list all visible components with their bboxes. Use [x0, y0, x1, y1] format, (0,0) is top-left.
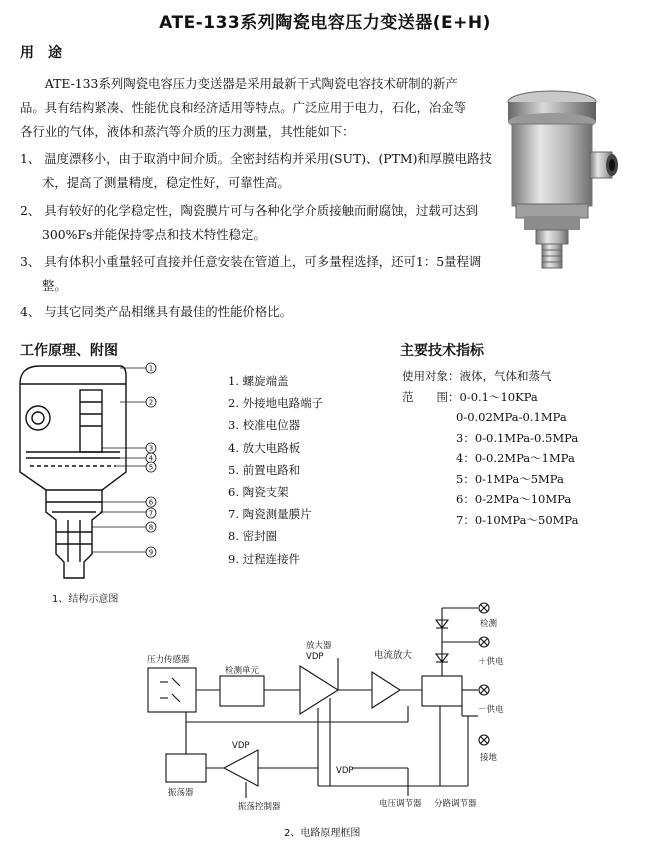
part-item: 2. 外接地电路端子 — [228, 396, 324, 411]
spec-range-first — [402, 387, 579, 408]
label-shunt-reg: 分路调节器 — [434, 799, 477, 809]
callout-9: 9 — [148, 548, 154, 557]
current-amp-triangle — [372, 672, 400, 708]
transmitter-photo — [496, 86, 624, 286]
label-current-amp: 电流放大 — [374, 650, 413, 661]
label-vdp-top: VDP — [306, 652, 324, 662]
spec-target: 使用对象：液体，气体和蒸气 — [402, 369, 552, 383]
part-item: 8. 密封圈 — [228, 529, 278, 544]
principle-heading: 工作原理、附图 — [20, 343, 118, 359]
label-volt-reg: 电压调节器 — [379, 799, 422, 809]
circuit-caption: 2、电路原理框图 — [284, 828, 361, 839]
usage-item-3: 3、 具有体积小重量轻可直接并任意安装在管道上，可多量程选择，还可1：5量程调整。 — [20, 254, 482, 293]
label-detect-out: 检测 — [480, 619, 498, 629]
output-box — [422, 676, 462, 706]
callout-2: 2 — [148, 398, 154, 407]
circuit-diagram — [0, 590, 650, 818]
label-osc-ctrl: 振荡控制器 — [238, 802, 281, 812]
label-minus-supply: －供电 — [478, 705, 504, 715]
usage-heading: 用 途 — [20, 45, 62, 61]
spec-range: 7：0-10MPa～50MPa — [456, 512, 579, 527]
structure-caption: 1、结构示意图 — [52, 594, 119, 605]
callout-5: 5 — [148, 463, 154, 472]
callout-6: 6 — [148, 498, 154, 507]
spec-range-label: 范 围： — [402, 389, 460, 404]
label-vdp-reg: VDP — [336, 766, 354, 776]
oscillator-box — [166, 754, 206, 782]
spec-range: 4：0-0.2MPa～1MPa — [456, 451, 575, 465]
spec-range: 0-0.1～10KPa — [459, 389, 538, 404]
label-vdp-ctrl: VDP — [232, 741, 250, 751]
detect-box — [220, 676, 264, 706]
label-osc: 振荡器 — [168, 788, 194, 798]
part-item: 3. 校准电位器 — [228, 418, 301, 433]
specs-list — [402, 366, 579, 530]
callout-1: 1 — [148, 364, 154, 373]
part-item: 6. 陶瓷支架 — [228, 485, 289, 500]
part-item: 7. 陶瓷测量膜片 — [228, 507, 312, 522]
usage-item-4: 4、 与其它同类产品相继具有最佳的性能价格比。 — [20, 304, 293, 319]
label-detect: 检测单元 — [225, 666, 260, 676]
parts-list — [228, 370, 323, 570]
sensor-box — [148, 668, 196, 712]
part-item: 4. 放大电路板 — [228, 440, 301, 455]
spec-range: 5：0-1MPa～5MPa — [456, 471, 564, 486]
page-title: ATE-133系列陶瓷电容压力变送器(E+H) — [159, 13, 491, 33]
spec-range: 3：0-0.1MPa-0.5MPa — [456, 430, 579, 445]
label-plus-supply: ＋供电 — [478, 657, 504, 667]
spec-range: 6：0-2MPa～10MPa — [456, 492, 572, 506]
label-ground: 接地 — [480, 753, 498, 763]
label-amp: 放大器 — [306, 641, 332, 651]
structure-diagram — [16, 362, 166, 584]
label-sensor: 压力传感器 — [147, 655, 190, 665]
osc-ctrl-triangle — [224, 750, 258, 786]
usage-intro: ATE-133系列陶瓷电容压力变送器是采用最新干式陶瓷电容技术研制的新产品。具有结构紧凑、性能优良和经济适用等特点。广泛应用于电力，石化，冶金等各行业的气体，液体和蒸汽等介质的压力测量，其性能如下： — [20, 76, 467, 139]
amplifier-triangle — [300, 666, 338, 714]
part-item: 1. 螺旋端盖 — [228, 374, 289, 388]
usage-item-1: 1、 温度漂移小，由于取消中间介质。全密封结构并采用(SUT)、(PTM)和厚膜电路技术，提高了测量精度，稳定性好，可靠性高。 — [20, 151, 492, 190]
part-item: 9. 过程连接件 — [228, 551, 301, 566]
specs-heading: 主要技术指标 — [400, 343, 484, 359]
callout-7: 7 — [148, 509, 154, 518]
usage-item-2: 2、 具有较好的化学稳定性，陶瓷膜片可与各种化学介质接触而耐腐蚀，过载可达到300%Fs并能保持零点和技术特性稳定。 — [20, 203, 478, 242]
spec-range: 0-0.02MPa-0.1MPa — [456, 410, 567, 424]
callout-8: 8 — [148, 523, 154, 532]
callout-4: 4 — [148, 454, 154, 463]
callout-3: 3 — [148, 444, 154, 453]
part-item: 5. 前置电路和 — [228, 462, 301, 477]
